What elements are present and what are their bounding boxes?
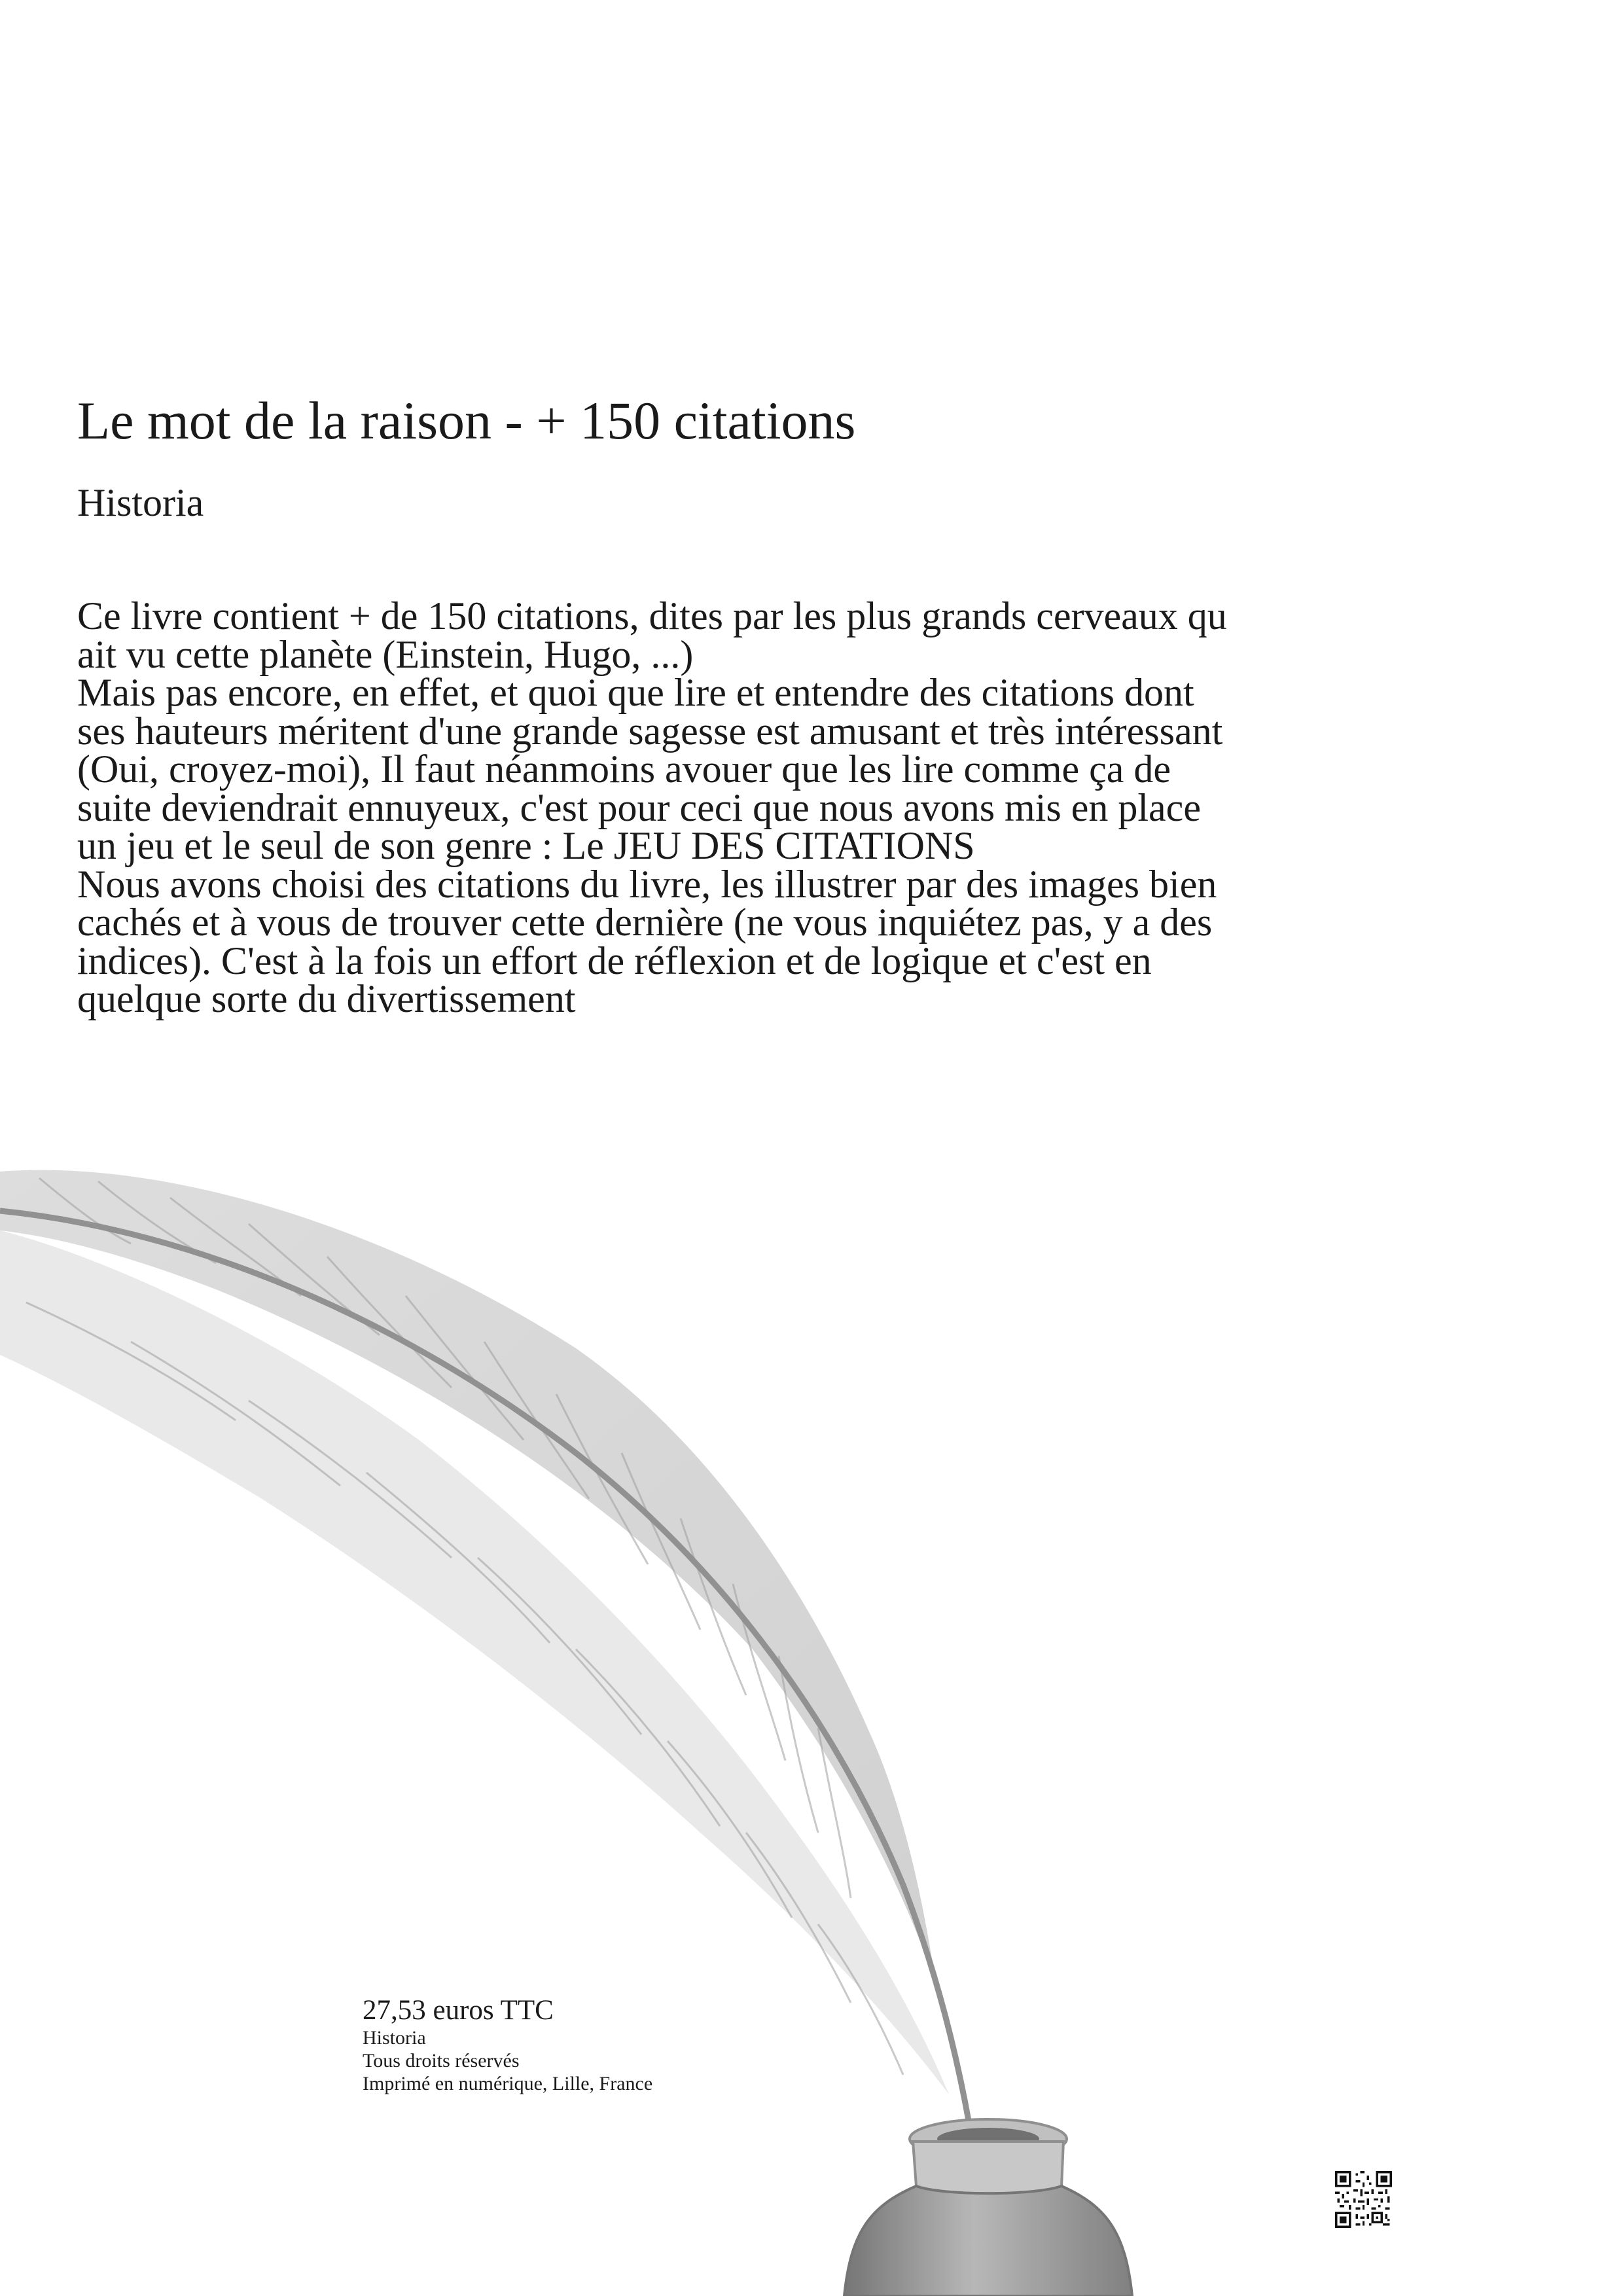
rights-notice: Tous droits réservés <box>363 2050 520 2072</box>
summary-paragraph-2: Mais pas encore, en effet, et quoi que lire et entendre des citations dont ses hauteurs méritent d'une grande sagesse est amusant et très intéressant (Oui, croyez-moi), Il faut néanmoins avouer que les lire comme ça de suite deviendrait ennuyeux, c'est pour ceci que nous avons mis en place un jeu et le seul de son genre : Le JEU DES CITATIONS <box>77 671 1223 867</box>
quill-and-inkwell-icon <box>0 1139 1440 2296</box>
colophon <box>363 1995 652 2095</box>
summary-paragraph-3: Nous avons choisi des citations du livre, les illustrer par des images bien cachés et à vous de trouver cette dernière (ne vous inquiétez pas, y a des indices). C'est à la fois un effort de réflexion et de logique et c'est en quelque sorte du divertissement <box>77 862 1217 1020</box>
book-author: Historia <box>77 481 204 524</box>
summary-paragraph-1: Ce livre contient + de 150 citations, dites par les plus grands cerveaux qu ait vu cette planète (Einstein, Hugo, ...) <box>77 594 1227 676</box>
price: 27,53 euros TTC <box>363 1995 554 2026</box>
qr-code-icon <box>1335 2171 1392 2228</box>
printing-info: Imprimé en numérique, Lille, France <box>363 2073 653 2094</box>
book-summary <box>77 594 1242 1020</box>
book-title: Le mot de la raison - + 150 citations <box>77 391 856 450</box>
publisher-name: Historia <box>363 2027 426 2049</box>
